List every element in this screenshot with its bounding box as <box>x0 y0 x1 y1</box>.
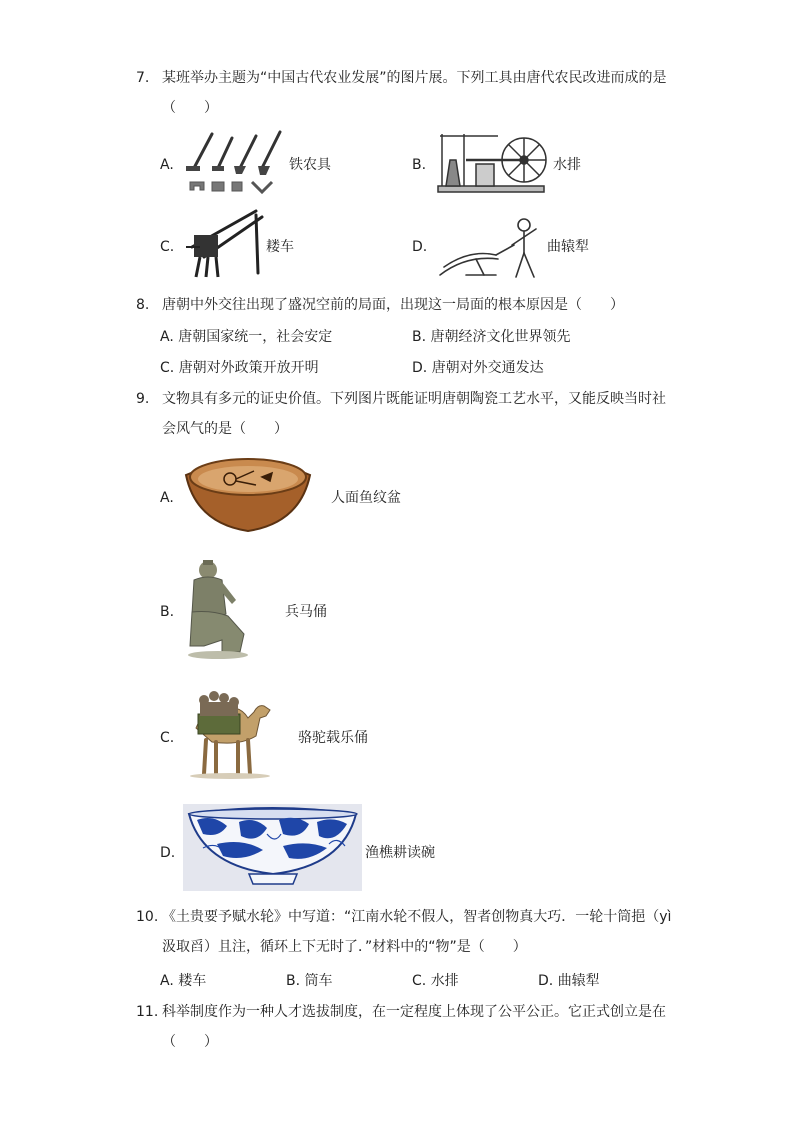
option-9d-caption: 渔樵耕读碗 <box>365 845 435 861</box>
option-7d-letter[interactable]: D. <box>412 239 428 255</box>
question-stem: 科举制度作为一种人才选拔制度，在一定程度上体现了公平公正。它正式创立是在（ ） <box>162 1004 666 1050</box>
option-10a[interactable] <box>160 971 206 991</box>
camel-musicians-figurine-icon <box>182 684 278 780</box>
option-text: 筒车 <box>304 973 333 989</box>
water-bellows-icon <box>436 130 548 196</box>
option-7a-letter[interactable]: A. <box>160 157 174 173</box>
option-letter: D. <box>538 973 554 989</box>
curved-plough-icon <box>436 215 546 281</box>
option-9b-caption: 兵马俑 <box>285 604 327 620</box>
option-8d[interactable] <box>412 358 544 378</box>
question-number: 10. <box>136 909 159 925</box>
option-9a-letter[interactable]: A. <box>160 490 174 506</box>
blue-white-bowl-icon <box>183 804 362 891</box>
option-text: 唐朝对外政策开放开明 <box>178 360 319 376</box>
option-letter: D. <box>412 360 428 376</box>
option-7c-letter[interactable]: C. <box>160 239 175 255</box>
option-letter: B. <box>286 973 301 989</box>
question-stem: 某班举办主题为“中国古代农业发展”的图片展。下列工具由唐代农民改进而成的是（ ） <box>162 70 667 116</box>
option-7a-caption: 铁农具 <box>289 157 331 173</box>
option-9c-caption: 骆驼载乐俑 <box>298 730 368 746</box>
option-9b-letter[interactable]: B. <box>160 604 175 620</box>
option-letter: A. <box>160 329 174 345</box>
option-8b[interactable] <box>412 327 571 347</box>
option-7c-caption: 耧车 <box>266 239 294 255</box>
option-7b-caption: 水排 <box>553 157 581 173</box>
option-10c[interactable] <box>412 971 459 991</box>
option-10b[interactable] <box>286 971 333 991</box>
option-letter: C. <box>160 360 175 376</box>
option-letter: C. <box>412 973 427 989</box>
question-number: 11. <box>136 1004 159 1020</box>
question-number: 7. <box>136 70 150 86</box>
option-text: 唐朝对外交通发达 <box>431 360 544 376</box>
option-9d-letter[interactable]: D. <box>160 845 176 861</box>
option-text: 唐朝国家统一，社会安定 <box>178 329 333 345</box>
seed-drill-icon <box>186 207 266 281</box>
question-number: 8. <box>136 297 150 313</box>
iron-farm-tools-icon <box>182 128 286 196</box>
question-number: 9. <box>136 391 150 407</box>
option-text: 曲辕犁 <box>557 973 600 989</box>
option-letter: B. <box>412 329 427 345</box>
option-text: 水排 <box>430 973 459 989</box>
option-text: 唐朝经济文化世界领先 <box>430 329 571 345</box>
option-9c-letter[interactable]: C. <box>160 730 175 746</box>
option-7b-letter[interactable]: B. <box>412 157 427 173</box>
option-8c[interactable] <box>160 358 319 378</box>
option-8a[interactable] <box>160 327 332 347</box>
question-stem: 文物具有多元的证史价值。下列图片既能证明唐朝陶瓷工艺水平，又能反映当时社会风气的是（ ） <box>162 391 666 437</box>
option-9a-caption: 人面鱼纹盆 <box>331 490 401 506</box>
fish-face-basin-icon <box>182 453 314 535</box>
terracotta-warrior-icon <box>182 560 252 660</box>
question-stem: 唐朝中外交往出现了盛况空前的局面，出现这一局面的根本原因是（ ） <box>162 297 624 313</box>
option-letter: A. <box>160 973 174 989</box>
option-10d[interactable] <box>538 971 600 991</box>
option-text: 耧车 <box>178 973 207 989</box>
option-7d-caption: 曲辕犁 <box>547 239 589 255</box>
question-stem: 《土贵要予赋水轮》中写道：“江南水轮不假人，智者创物真大巧．一轮十筒挹（yì 汲取舀）且注，循环上下无时了．”材料中的“物”是（ ） <box>162 909 672 955</box>
